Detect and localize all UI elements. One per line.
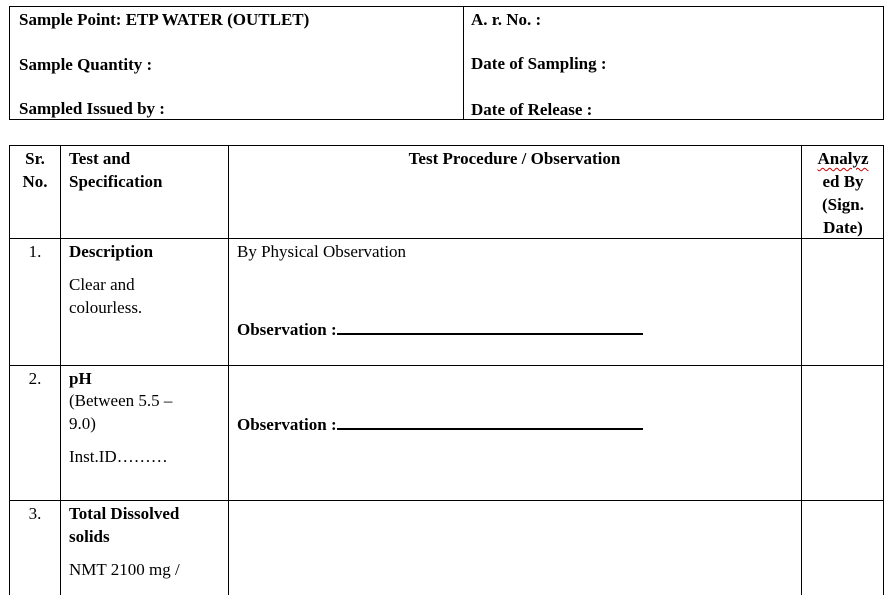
row1-observation-line[interactable]	[337, 317, 643, 335]
row2-spec: (Between 5.5 – 9.0)	[69, 391, 173, 433]
row2-inst-id: Inst.ID………	[69, 447, 168, 466]
row1-sr: 1.	[28, 242, 42, 261]
ar-no-label: A. r. No. :	[471, 10, 542, 29]
sr-no-header: Sr. No.	[22, 149, 48, 191]
procedure-header: Test Procedure / Observation	[408, 149, 621, 168]
test-spec-header: Test and Specification	[69, 149, 163, 191]
analyzed-by-header: Analyz ed By (Sign. Date)	[817, 149, 869, 237]
row2-observation: Observation :	[237, 412, 643, 436]
test-table	[9, 145, 884, 595]
row-divider-header	[10, 238, 883, 239]
col-divider-2	[228, 146, 229, 595]
row3-spec: NMT 2100 mg /	[69, 560, 180, 579]
row2-sr: 2.	[28, 369, 42, 388]
row1-observation: Observation :	[237, 317, 643, 341]
sampled-issued-by-label: Sampled Issued by :	[19, 99, 165, 118]
sample-quantity-label: Sample Quantity :	[19, 55, 153, 74]
date-of-release-label: Date of Release :	[471, 100, 593, 119]
row1-title: Description	[69, 242, 154, 261]
row-divider-1	[10, 365, 883, 366]
header-divider	[463, 7, 464, 119]
row1-procedure: By Physical Observation	[237, 242, 407, 261]
row-divider-2	[10, 500, 883, 501]
row1-spec: Clear and colourless.	[69, 275, 143, 317]
date-of-sampling-label: Date of Sampling :	[471, 54, 607, 73]
row3-title: Total Dissolved solids	[69, 504, 180, 546]
col-divider-1	[60, 146, 61, 595]
row3-sr: 3.	[28, 504, 42, 523]
row2-title: pH	[69, 369, 92, 388]
row2-observation-line[interactable]	[337, 412, 643, 430]
sample-info-header	[9, 6, 884, 120]
sample-point-label: Sample Point: ETP WATER (OUTLET)	[19, 10, 310, 29]
